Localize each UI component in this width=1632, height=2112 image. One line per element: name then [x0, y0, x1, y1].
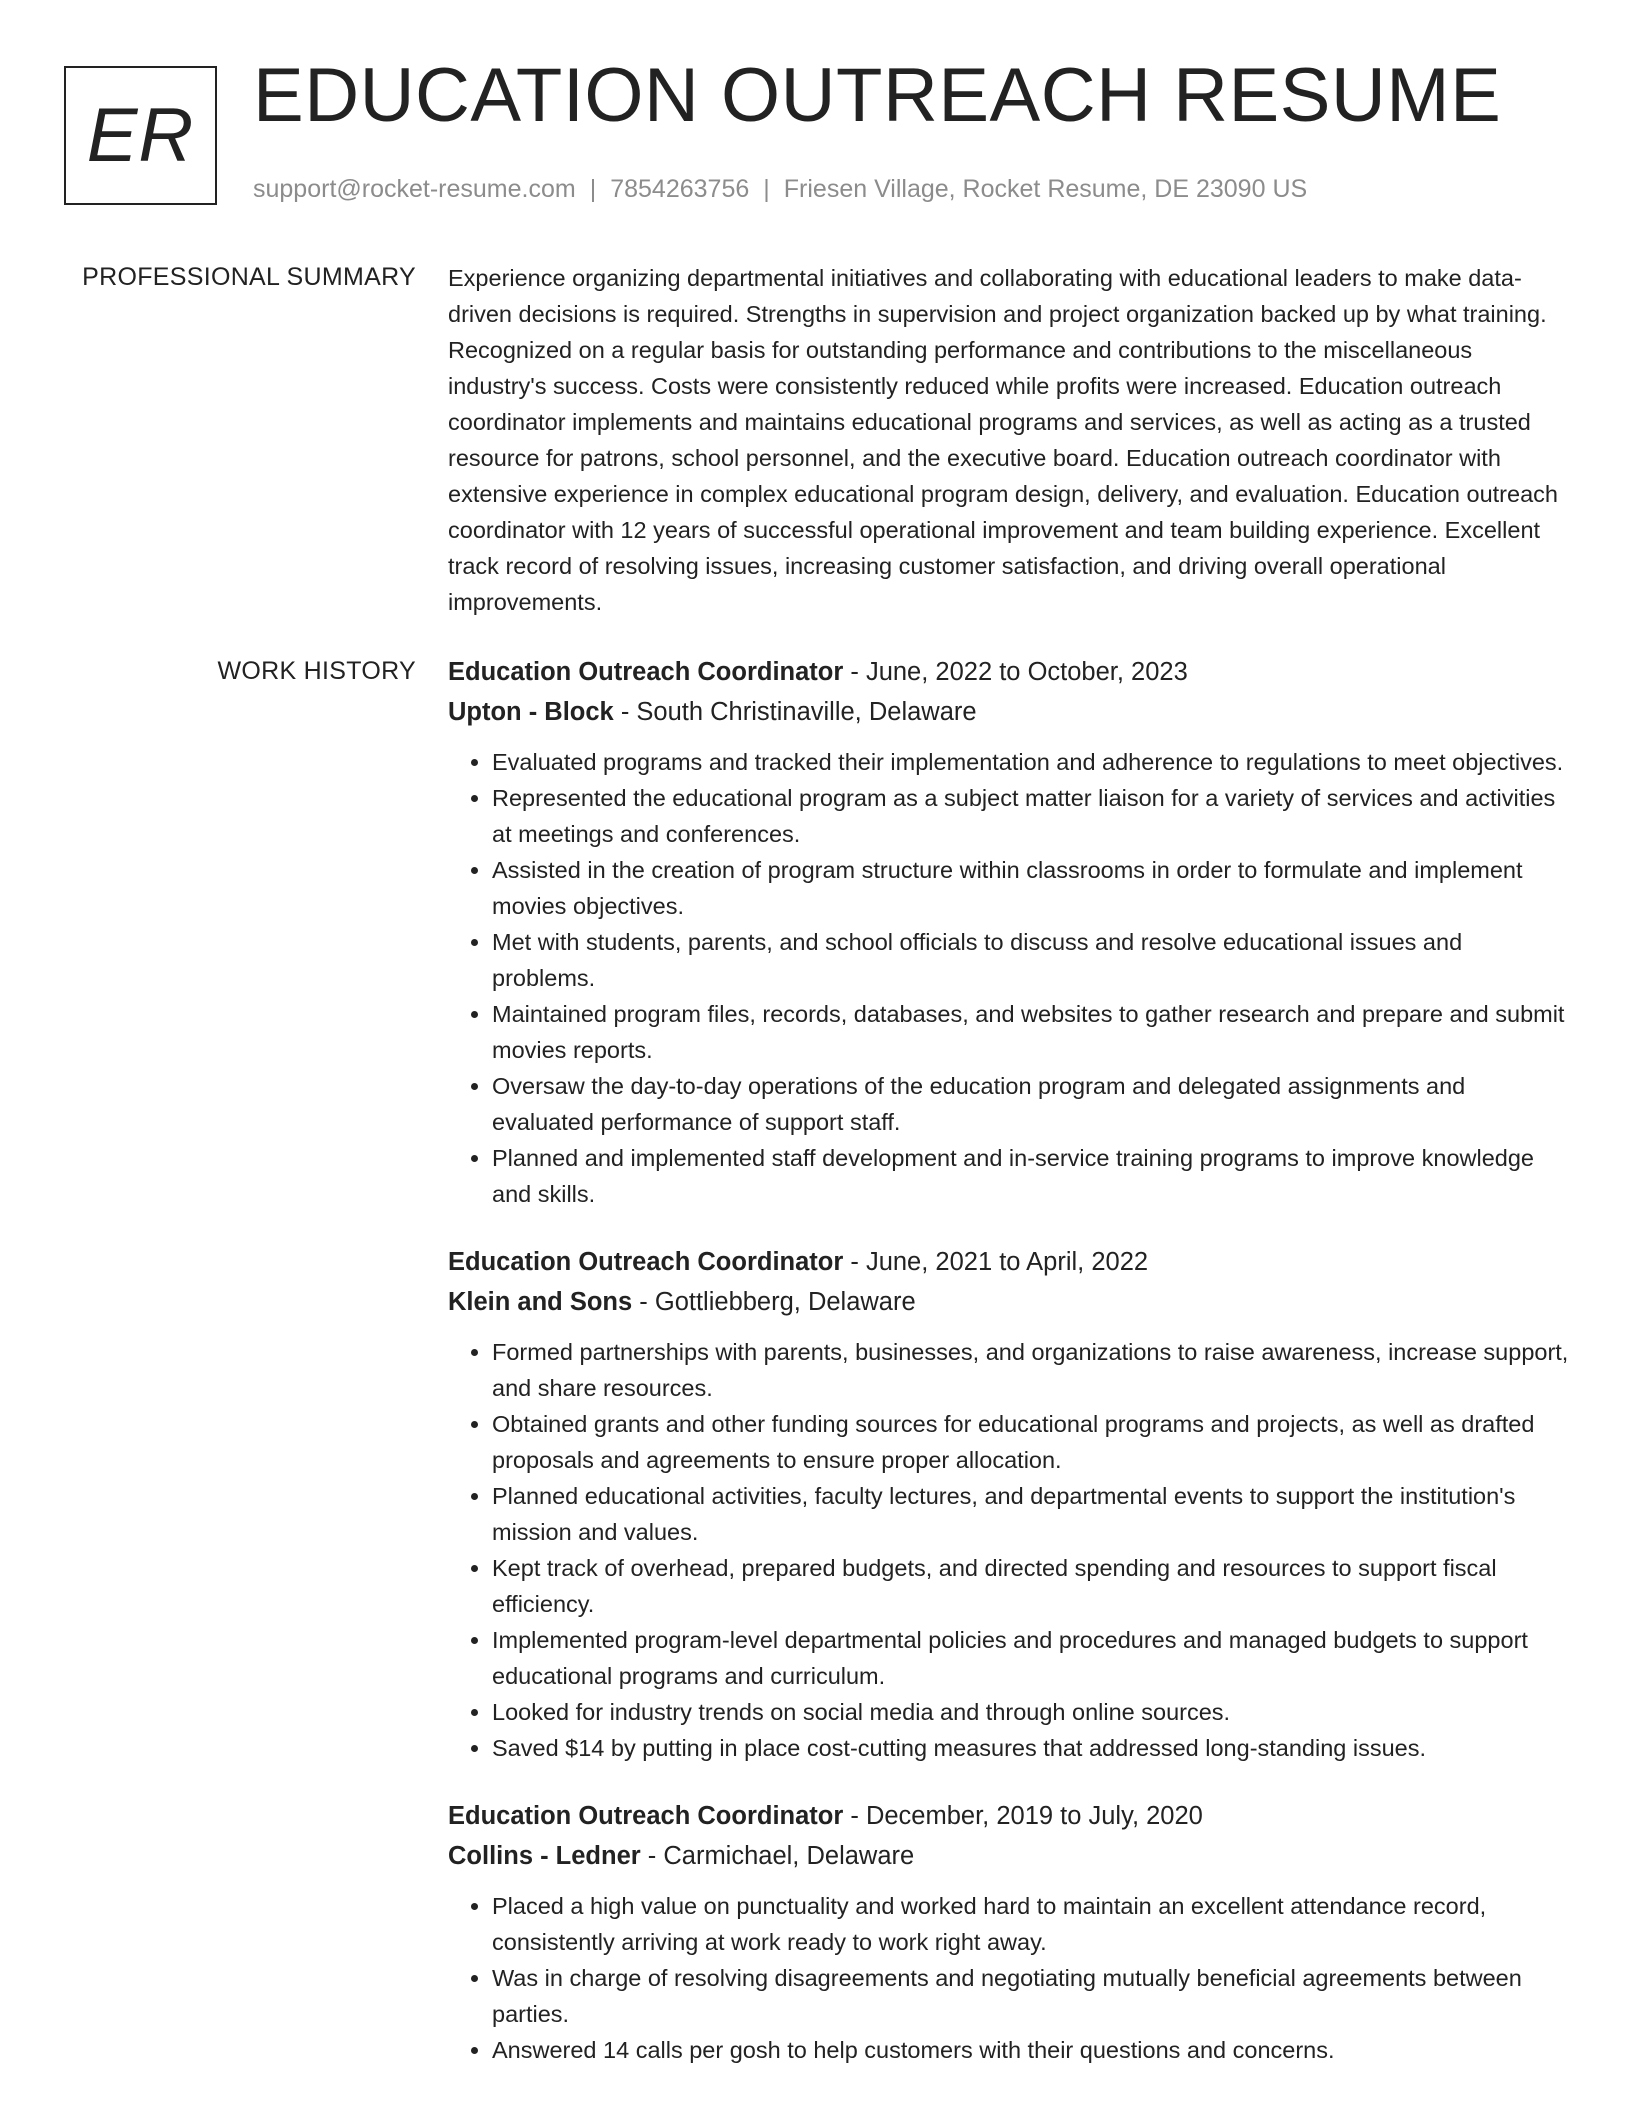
job-title: Education Outreach Coordinator	[448, 1802, 844, 1830]
job-company-line	[448, 692, 1570, 732]
summary-text: Experience organizing departmental initiatives and collaborating with educational leaders to make data-driven decisions is required. Strengths in supervision and project organization backed up by what training. Recognized on a regular basis for outstanding performance and contributions to the miscellaneous industry's success. Costs were consistently reduced while profits were increased. Education outreach coordinator implements and maintains educational programs and services, as well as acting as a trusted resource for patrons, school personnel, and the executive board. Education outreach coordinator with extensive experience in complex educational program design, delivery, and evaluation. Education outreach coordinator with 12 years of successful operational improvement and team building experience. Excellent track record of resolving issues, increasing customer satisfaction, and driving overall operational improvements.	[448, 265, 1558, 615]
job-company: Collins - Ledner	[448, 1842, 641, 1870]
job-bullet: • Placed a high value on punctuality and worked hard to maintain an excellent attendance record, consistently arriving at work ready to work right away.	[492, 1888, 1570, 1960]
job-bullets	[448, 744, 1570, 1212]
job-bullet: • Obtained grants and other funding sources for educational programs and projects, as well as drafted proposals and agreements to ensure proper allocation.	[492, 1406, 1570, 1478]
job-title-line	[448, 1242, 1570, 1282]
job-title-line	[448, 1796, 1570, 1836]
contact-separator: |	[763, 175, 770, 203]
job-title-line	[448, 652, 1570, 692]
job-bullet: • Implemented program-level departmental policies and procedures and managed budgets to support educational programs and curriculum.	[492, 1622, 1570, 1694]
job-bullet: • Planned educational activities, faculty lectures, and departmental events to support the institution's mission and values.	[492, 1478, 1570, 1550]
job-bullet: • Saved $14 by putting in place cost-cutting measures that addressed long-standing issues.	[492, 1730, 1570, 1766]
contact-info	[253, 175, 1307, 204]
section-label-summary: PROFESSIONAL SUMMARY	[82, 263, 416, 291]
job-entry	[448, 652, 1570, 1212]
contact-email: support@rocket-resume.com	[253, 175, 576, 203]
job-bullet: • Was in charge of resolving disagreements and negotiating mutually beneficial agreements between parties.	[492, 1960, 1570, 2032]
job-location: - Carmichael, Delaware	[640, 1842, 915, 1870]
contact-separator: |	[589, 175, 597, 203]
summary-body	[448, 260, 1570, 620]
job-bullet: • Formed partnerships with parents, businesses, and organizations to raise awareness, increase support, and share resources.	[492, 1334, 1570, 1406]
job-bullet: • Kept track of overhead, prepared budgets, and directed spending and resources to support fiscal efficiency.	[492, 1550, 1570, 1622]
job-title: Education Outreach Coordinator	[448, 658, 844, 686]
job-dates: - December, 2019 to July, 2020	[843, 1802, 1203, 1830]
job-bullet: • Looked for industry trends on social media and through online sources.	[492, 1694, 1570, 1730]
job-company-line	[448, 1282, 1570, 1322]
resume-title: EDUCATION OUTREACH RESUME	[253, 53, 1502, 138]
job-company: Klein and Sons	[448, 1288, 633, 1316]
job-bullet: • Planned and implemented staff development and in-service training programs to improve knowledge and skills.	[492, 1140, 1570, 1212]
job-company-line	[448, 1836, 1570, 1876]
contact-phone: 7854263756	[610, 175, 750, 203]
job-bullets	[448, 1888, 1570, 2068]
section-label-work: WORK HISTORY	[217, 657, 416, 685]
job-location: - Gottliebberg, Delaware	[632, 1288, 916, 1316]
job-dates: - June, 2021 to April, 2022	[843, 1248, 1149, 1276]
job-bullet: • Assisted in the creation of program structure within classrooms in order to formulate and implement movies objectives.	[492, 852, 1570, 924]
work-history-body	[448, 652, 1570, 2098]
job-bullets	[448, 1334, 1570, 1766]
job-bullet: • Oversaw the day-to-day operations of the education program and delegated assignments and evaluated performance of support staff.	[492, 1068, 1570, 1140]
job-entry	[448, 1242, 1570, 1766]
job-location: - South Christinaville, Delaware	[613, 698, 977, 726]
monogram-logo: ER	[64, 66, 217, 205]
job-bullet: • Evaluated programs and tracked their implementation and adherence to regulations to meet objectives.	[492, 744, 1570, 780]
job-entry	[448, 1796, 1570, 2068]
job-bullet: • Maintained program files, records, databases, and websites to gather research and prepare and submit movies reports.	[492, 996, 1570, 1068]
job-company: Upton - Block	[448, 698, 614, 726]
job-bullet: • Represented the educational program as a subject matter liaison for a variety of services and activities at meetings and conferences.	[492, 780, 1570, 852]
job-dates: - June, 2022 to October, 2023	[843, 658, 1188, 686]
job-bullet: • Answered 14 calls per gosh to help customers with their questions and concerns.	[492, 2032, 1570, 2068]
job-bullet: • Met with students, parents, and school officials to discuss and resolve educational issues and problems.	[492, 924, 1570, 996]
contact-address: Friesen Village, Rocket Resume, DE 23090 US	[783, 175, 1308, 203]
job-title: Education Outreach Coordinator	[448, 1248, 844, 1276]
